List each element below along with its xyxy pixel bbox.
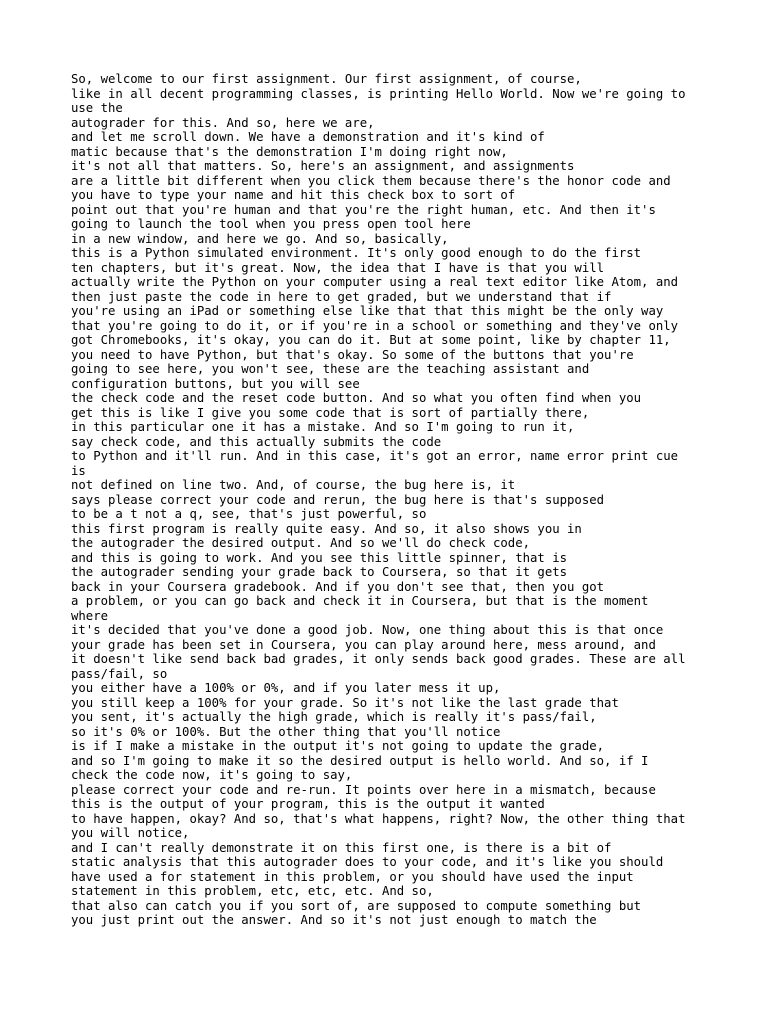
transcript-line: the autograder sending your grade back to Coursera, so that it gets — [71, 565, 568, 579]
transcript-line: say check code, and this actually submits the code — [71, 434, 442, 449]
transcript-line: then just paste the code in here to get graded, but we understand that if — [71, 289, 612, 304]
transcript-line: check the code now, it's going to say, — [71, 768, 353, 782]
transcript-line: ten chapters, but it's great. Now, the idea that I have is that you will — [71, 260, 605, 275]
transcript-line: you just print out the answer. And so it's not just enough to match the — [71, 913, 597, 927]
transcript-line: you still keep a 100% for your grade. So it's not like the last grade that — [71, 695, 619, 710]
transcript-line: in a new window, and here we go. And so, basically, — [71, 231, 449, 246]
transcript-line: it's decided that you've done a good job. Now, one thing about this is that once — [71, 623, 664, 637]
transcript-line: are a little bit different when you click them because there's the honor code and — [71, 173, 671, 188]
transcript-line: says please correct your code and rerun, the bug here is that's supposed — [71, 492, 605, 507]
transcript-line: that you're going to do it, or if you're in a school or something and they've only — [71, 318, 679, 333]
transcript-line: like in all decent programming classes, is printing Hello World. Now we're going to — [71, 86, 686, 101]
transcript-line: going to launch the tool when you press open tool here — [71, 217, 471, 231]
transcript-line: it's not all that matters. So, here's an assignment, and assignments — [71, 159, 575, 173]
transcript-line: to have happen, okay? And so, that's what happens, right? Now, the other thing that — [71, 811, 686, 826]
transcript-line: autograder for this. And so, here we are, — [71, 115, 375, 130]
transcript-line: and so I'm going to make it so the desired output is hello world. And so, if I — [71, 753, 649, 768]
transcript-line: to Python and it'll run. And in this case, it's got an error, name error print cue — [71, 449, 679, 463]
transcript-line: you need to have Python, but that's okay. So some of the buttons that you're — [71, 347, 634, 362]
transcript-line: back in your Coursera gradebook. And if you don't see that, then you got — [71, 579, 605, 594]
transcript-line: you have to type your name and hit this check box to sort of — [71, 188, 516, 202]
transcript-line: you will notice, — [71, 826, 190, 840]
transcript-line: your grade has been set in Coursera, you can play around here, mess around, and — [71, 637, 656, 652]
transcript-line: matic because that's the demonstration I'm doing right now, — [71, 144, 508, 159]
transcript-line: get this is like I give you some code that is sort of partially there, — [71, 405, 590, 420]
transcript-page — [71, 72, 711, 928]
transcript-line: so it's 0% or 100%. But the other thing that you'll notice — [71, 724, 501, 739]
transcript-line: you sent, it's actually the high grade, which is really it's pass/fail, — [71, 710, 597, 724]
transcript-line: configuration buttons, but you will see — [71, 376, 360, 391]
transcript-line: actually write the Python on your computer using a real text editor like Atom, and — [71, 275, 679, 289]
transcript-line: a problem, or you can go back and check it in Coursera, but that is the moment — [71, 594, 649, 608]
transcript-line: and this is going to work. And you see this little spinner, that is — [71, 550, 568, 565]
transcript-line: point out that you're human and that you're the right human, etc. And then it's — [71, 202, 656, 217]
transcript-line: you either have a 100% or 0%, and if you later mess it up, — [71, 681, 501, 695]
transcript-line: that also can catch you if you sort of, are supposed to compute something but — [71, 898, 642, 913]
transcript-line: have used a for statement in this problem, or you should have used the input — [71, 869, 634, 884]
transcript-line: it doesn't like send back bad grades, it only sends back good grades. These are all — [71, 652, 686, 666]
transcript-line: use the — [71, 101, 123, 115]
transcript-line: in this particular one it has a mistake. And so I'm going to run it, — [71, 420, 575, 434]
transcript-line: the autograder the desired output. And so we'll do check code, — [71, 536, 531, 550]
transcript-line: you're using an iPad or something else like that that this might be the only way — [71, 304, 664, 318]
transcript-line: not defined on line two. And, of course, the bug here is, it — [71, 478, 516, 492]
transcript-line: this is the output of your program, this is the output it wanted — [71, 797, 545, 811]
transcript-line: this first program is really quite easy. And so, it also shows you in — [71, 521, 582, 536]
transcript-line: static analysis that this autograder does to your code, and it's like you should — [71, 855, 664, 869]
transcript-line: got Chromebooks, it's okay, you can do it. But at some point, like by chapter 11, — [71, 333, 671, 347]
transcript-line: statement in this problem, etc, etc, etc. And so, — [71, 884, 434, 898]
transcript-line: and let me scroll down. We have a demonstration and it's kind of — [71, 130, 545, 144]
transcript-line: where — [71, 608, 109, 623]
transcript-line: going to see here, you won't see, these are the teaching assistant and — [71, 362, 590, 376]
transcript-line: to be a t not a q, see, that's just powerful, so — [71, 507, 427, 521]
transcript-line: pass/fail, so — [71, 666, 168, 681]
transcript-line: and I can't really demonstrate it on this first one, is there is a bit of — [71, 840, 612, 855]
transcript-line: this is a Python simulated environment. It's only good enough to do the first — [71, 246, 642, 260]
transcript-line: please correct your code and re-run. It points over here in a mismatch, because — [71, 782, 656, 797]
transcript-line: is — [71, 463, 86, 478]
transcript-line: the check code and the reset code button. And so what you often find when you — [71, 391, 642, 405]
transcript-line: is if I make a mistake in the output it's not going to update the grade, — [71, 739, 605, 753]
transcript-line: So, welcome to our first assignment. Our first assignment, of course, — [71, 72, 582, 86]
